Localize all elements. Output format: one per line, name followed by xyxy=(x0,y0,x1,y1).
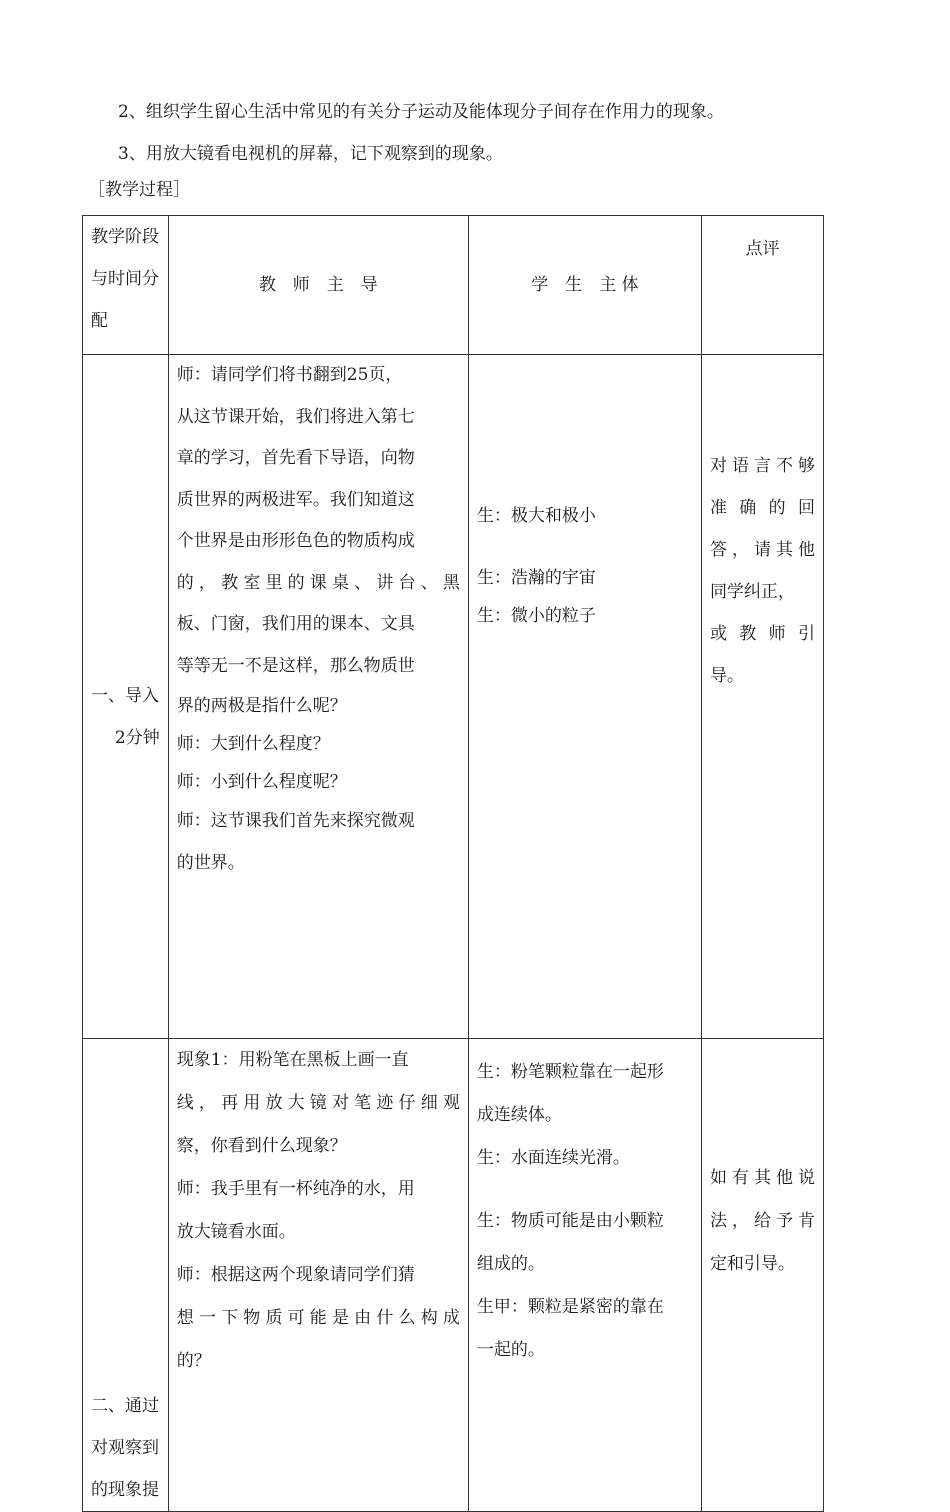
comment-line: 如有其他说 xyxy=(709,1168,815,1188)
header-student xyxy=(468,216,701,355)
comment-line: 定和引导。 xyxy=(709,1254,795,1274)
teacher-line: 质世界的两极进军。我们知道这 xyxy=(176,489,415,510)
student-line: 生：粉笔颗粒靠在一起形 xyxy=(476,1062,664,1082)
student-cell xyxy=(468,1039,701,1512)
comment-line: 同学纠正， xyxy=(709,582,795,602)
teacher-line: 察，你看到什么现象？ xyxy=(176,1136,347,1156)
comment-cell xyxy=(701,1039,823,1512)
teacher-line: 界的两极是指什么呢？ xyxy=(176,696,347,716)
stage-line: 一、导入 xyxy=(91,685,159,706)
teacher-line: 章的学习，首先看下导语，向物 xyxy=(176,448,415,468)
comment-line: 准确的回 xyxy=(709,498,815,518)
student-line: 生甲：颗粒是紧密的靠在 xyxy=(476,1297,664,1317)
teacher-line: 师：这节课我们首先来探究微观 xyxy=(176,811,415,831)
student-line: 生：微小的粒子 xyxy=(476,606,596,626)
spacer xyxy=(477,1180,693,1200)
header-stage xyxy=(83,216,169,355)
header-stage-line: 与时间分 xyxy=(91,269,159,289)
teacher-line: 线，再用放大镜对笔迹仔细观 xyxy=(176,1093,460,1113)
comment-line: 或教师引 xyxy=(709,624,815,644)
header-stage-line: 配 xyxy=(91,311,108,331)
teacher-line: 师：请同学们将书翻到25页， xyxy=(176,365,403,385)
teacher-line: 师：根据这两个现象请同学们猜 xyxy=(176,1265,415,1285)
header-comment-label: 点评 xyxy=(745,239,780,259)
student-line: 组成的。 xyxy=(476,1254,545,1274)
intro-item-2: 2、组织学生留心生活中常见的有关分子运动及能体现分子间存在作用力的现象。 xyxy=(118,102,724,122)
teacher-cell xyxy=(168,1039,468,1512)
header-comment xyxy=(701,216,823,355)
comment-line: 答，请其他 xyxy=(709,540,815,560)
student-line: 生：浩瀚的宇宙 xyxy=(476,568,596,588)
teacher-cell xyxy=(168,355,468,1039)
stage-line: 对观察到 xyxy=(91,1438,159,1458)
header-student-label: 学 生 主 体 xyxy=(531,275,639,295)
teacher-line: 想一下物质可能是由什么构成 xyxy=(176,1308,460,1328)
stage-line: 的现象提 xyxy=(91,1480,159,1500)
header-stage-line: 教学阶段 xyxy=(91,227,159,247)
student-line: 生：极大和极小 xyxy=(476,506,596,526)
teacher-line: 师：大到什么程度？ xyxy=(176,734,330,754)
stage-cell xyxy=(83,355,169,1039)
student-line: 成连续体。 xyxy=(476,1105,562,1125)
student-line: 生：水面连续光滑。 xyxy=(476,1148,630,1168)
teacher-line: 的世界。 xyxy=(176,852,245,873)
section-label: ［教学过程］ xyxy=(88,180,190,200)
student-line: 一起的。 xyxy=(476,1340,545,1360)
teacher-line: 的？ xyxy=(176,1351,211,1371)
comment-cell xyxy=(701,355,823,1039)
teacher-line: 板、门窗，我们用的课本、文具 xyxy=(176,614,415,634)
intro-item-3: 3、用放大镜看电视机的屏幕，记下观察到的现象。 xyxy=(118,144,503,164)
header-teacher xyxy=(168,216,468,355)
stage-line: 二、通过 xyxy=(91,1396,159,1416)
student-line: 生：物质可能是由小颗粒 xyxy=(476,1211,664,1231)
header-teacher-label: 教 师 主 导 xyxy=(258,275,378,295)
spacer xyxy=(477,537,693,559)
teacher-line: 放大镜看水面。 xyxy=(176,1222,296,1242)
table-row xyxy=(83,1039,824,1512)
teacher-line: 师：小到什么程度呢？ xyxy=(176,772,347,792)
comment-line: 对语言不够 xyxy=(709,456,815,476)
stage-line: 2分钟 xyxy=(114,727,160,748)
teacher-line: 从这节课开始，我们将进入第七 xyxy=(176,406,415,427)
table-header-row xyxy=(83,216,824,355)
teacher-line: 等等无一不是这样，那么物质世 xyxy=(176,655,415,676)
teacher-line: 个世界是由形形色色的物质构成 xyxy=(176,531,415,551)
comment-line: 导。 xyxy=(709,666,744,686)
teacher-line: 现象1：用粉笔在黑板上画一直 xyxy=(176,1050,409,1070)
stage-cell xyxy=(83,1039,169,1512)
teacher-line: 师：我手里有一杯纯净的水，用 xyxy=(176,1179,415,1199)
teacher-line: 的，教室里的课桌、讲台、黑 xyxy=(176,572,460,593)
student-cell xyxy=(468,355,701,1039)
lesson-table xyxy=(82,215,824,1512)
comment-line: 法，给予肯 xyxy=(709,1211,815,1231)
table-row xyxy=(83,355,824,1039)
